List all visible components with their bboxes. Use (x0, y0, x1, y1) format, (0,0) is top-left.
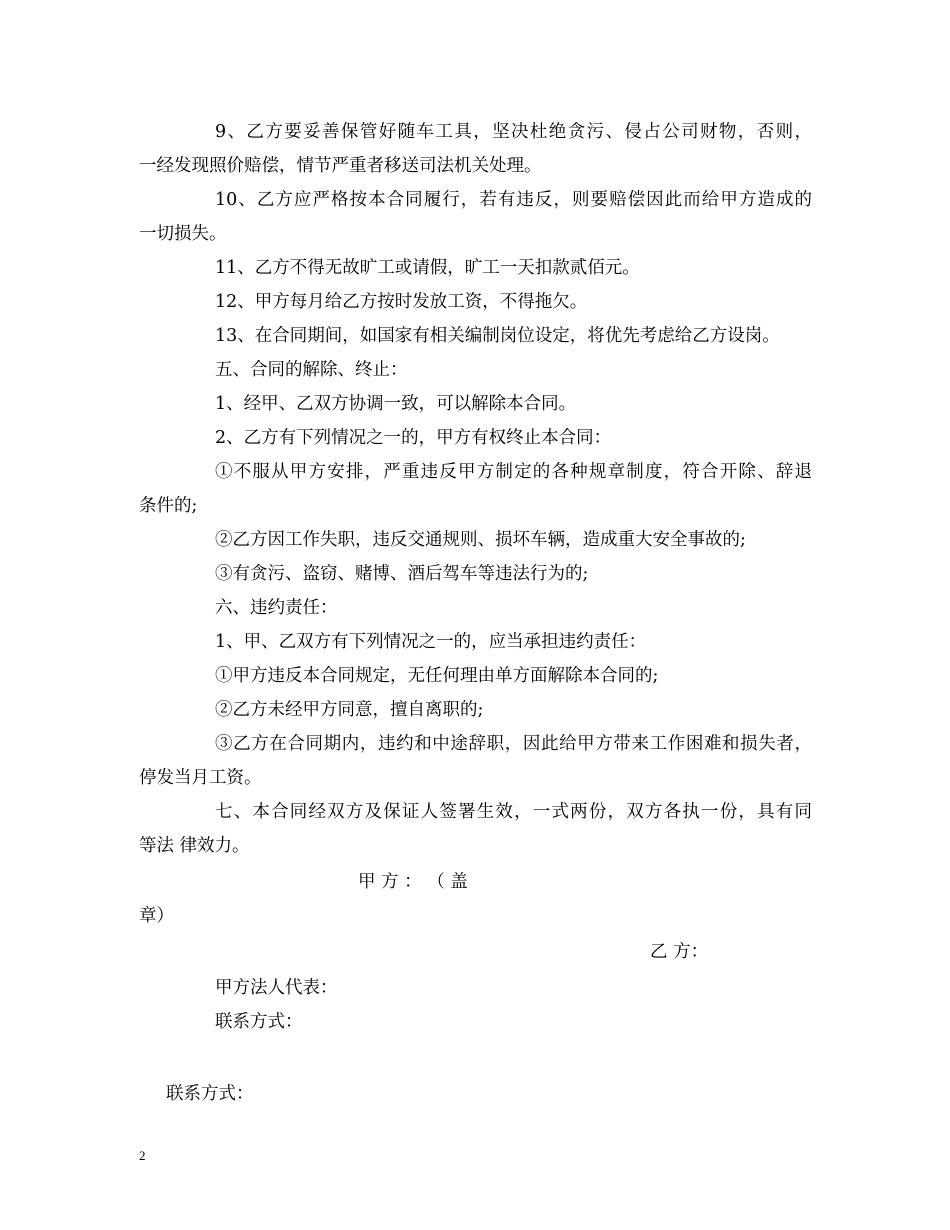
clause-11: 11、乙方不得无故旷工或请假，旷工一天扣款贰佰元。 (215, 258, 640, 278)
section-5-sub-1-line-1: ①不服从甲方安排，严重违反甲方制定的各种规章制度，符合开除、辞退 (215, 462, 812, 482)
section-6-heading: 六、违约责任： (215, 598, 338, 618)
party-a-seal-line: 甲 方 ： （ 盖 (358, 872, 468, 892)
section-5-sub-2: ②乙方因工作失职，违反交通规则、损坏车辆，造成重大安全事故的; (215, 530, 746, 550)
contact-info-b: 联系方式： (166, 1084, 254, 1104)
clause-9-line-1: 9、乙方要妥善保管好随车工具，坚决杜绝贪污、侵占公司财物，否则， (215, 122, 812, 142)
section-6-sub-2: ②乙方未经甲方同意，擅自离职的; (215, 700, 484, 720)
section-5-item-2: 2、乙方有下列情况之一的，甲方有权终止本合同： (215, 428, 612, 448)
section-7-line-2: 等法 律效力。 (139, 836, 250, 856)
page-number: 2 (139, 1148, 146, 1163)
contact-info-a: 联系方式： (215, 1012, 303, 1032)
party-b-label: 乙 方： (650, 942, 709, 962)
clause-12: 12、甲方每月给乙方按时发放工资，不得拖欠。 (215, 292, 588, 312)
clause-9-line-2: 一经发现照价赔偿，情节严重者移送司法机关处理。 (139, 156, 542, 176)
clause-13: 13、在合同期间，如国家有相关编制岗位设定，将优先考虑给乙方设岗。 (215, 326, 780, 346)
section-6-sub-3-line-1: ③乙方在合同期内，违约和中途辞职，因此给甲方带来工作困难和损失者， (215, 734, 812, 754)
clause-10-line-2: 一切损失。 (139, 224, 227, 244)
section-6-sub-1: ①甲方违反本合同规定，无任何理由单方面解除本合同的; (215, 666, 659, 686)
section-7-line-1: 七、本合同经双方及保证人签署生效，一式两份，双方各执一份，具有同 (215, 802, 812, 822)
section-5-item-1: 1、经甲、乙双方协调一致，可以解除本合同。 (215, 394, 577, 414)
section-6-item-1: 1、甲、乙双方有下列情况之一的，应当承担违约责任： (215, 632, 647, 652)
section-6-sub-3-line-2: 停发当月工资。 (139, 768, 262, 788)
section-5-heading: 五、合同的解除、终止： (215, 360, 408, 380)
clause-10-line-1: 10、乙方应严格按本合同履行，若有违反，则要赔偿因此而给甲方造成的 (215, 190, 812, 210)
section-5-sub-1-line-2: 条件的; (139, 496, 198, 516)
party-a-seal-line-2: 章） (139, 906, 174, 926)
section-5-sub-3: ③有贪污、盗窃、赌博、酒后驾车等违法行为的; (215, 564, 589, 584)
party-a-legal-rep: 甲方法人代表： (215, 978, 338, 998)
